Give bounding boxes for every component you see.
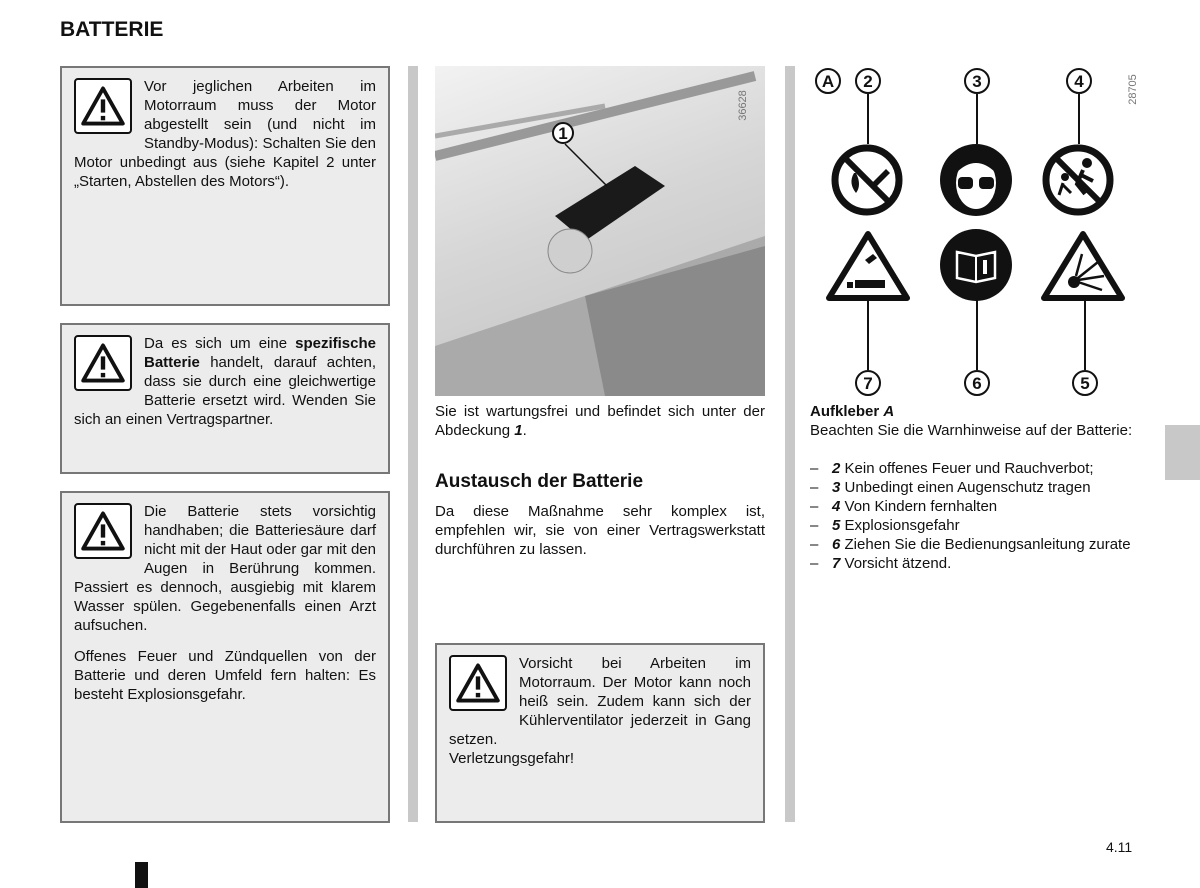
section-heading: Austausch der Batterie [435, 471, 644, 492]
list-item: – 4 Von Kindern fernhalten [810, 497, 1140, 516]
warning-text: Offenes Feuer und Zündquellen von der Batterie und deren Umfeld fern halten: Es besteht Explosionsgefahr. [74, 648, 376, 703]
figure-ref: 36628 [737, 90, 750, 121]
warning-box-specific-battery [60, 323, 390, 474]
warning-text: Die Batterie stets vorsichtig handhaben; die Batteriesäure darf nicht mit der Haut oder gar mit den Augen in Berührung kommen. Passiert es dennoch, ausgiebig mit klarem Wasser spülen. Gegebenenfalls einen Arzt aufsuchen. [74, 503, 376, 634]
callout-1: 1 [552, 122, 574, 144]
read-manual-icon [939, 228, 1013, 302]
warning-text: Vor jeglichen Arbeiten im Motorraum muss der Motor abgestellt sein (und nicht im Standby-Modus): Schalten Sie den Motor unbedingt aus (siehe Kapitel 2 unter „Starten, Abstellen des Motors“). [74, 78, 376, 190]
list-item: – 2 Kein offenes Feuer und Rauchverbot; [810, 459, 1140, 478]
label-5: 5 [1072, 370, 1098, 396]
warning-text: handelt, darauf achten, dass sie durch eine gleichwertige Batterie ersetzt wird. Wenden Sie sich an einen Vertragspartner. [74, 354, 376, 428]
battery-location-text: Sie ist wartungsfrei und befindet sich unter der Abdeckung 1. [435, 403, 765, 439]
eye-protection-icon [939, 143, 1013, 217]
label-3: 3 [964, 68, 990, 94]
list-item: – 3 Unbedingt einen Augenschutz tragen [810, 478, 1140, 497]
explosion-icon [1040, 230, 1126, 302]
column-divider [408, 66, 418, 822]
list-item: – 6 Ziehen Sie die Bedienungsanleitung zurate [810, 535, 1140, 554]
warning-box-acid [60, 491, 390, 823]
label-a: A [815, 68, 841, 94]
warning-icon [74, 335, 132, 391]
page-title: BATTERIE [60, 18, 164, 41]
warning-icon [74, 503, 132, 559]
no-fire-icon [830, 143, 904, 217]
sticker-heading: Aufkleber A [810, 403, 895, 420]
warning-icon [74, 78, 132, 134]
list-item: – 5 Explosionsgefahr [810, 516, 1140, 535]
warning-text: Da es sich um eine [144, 335, 296, 352]
label-6: 6 [964, 370, 990, 396]
replacement-text: Da diese Maßnahme sehr komplex ist, empfehlen wir, sie von einer Vertragswerkstatt durchführen zu lassen. [435, 503, 765, 558]
list-item: – 7 Vorsicht ätzend. [810, 554, 1140, 573]
sticker-intro: Beachten Sie die Warnhinweise auf der Batterie: [810, 422, 1133, 439]
margin-mark [135, 862, 148, 888]
warning-text: Verletzungsgefahr! [449, 750, 575, 767]
column-divider [785, 66, 795, 822]
sticker-warning-list [810, 459, 1140, 573]
figure-ref: 28705 [1126, 74, 1139, 105]
warning-box-engine-off [60, 66, 390, 306]
warning-text-bold: spezifische Batterie [144, 335, 376, 371]
corrosive-icon [825, 230, 911, 302]
page-number: 4.11 [1106, 839, 1133, 855]
engine-bay-photo [435, 66, 765, 396]
warning-box-hot-engine [435, 643, 765, 823]
keep-away-children-icon [1041, 143, 1115, 217]
warning-text: Vorsicht bei Arbeiten im Motorraum. Der Motor kann noch heiß sein. Zudem kann sich der Kühlerventilator jederzeit in Gang setzen. [449, 655, 751, 748]
label-4: 4 [1066, 68, 1092, 94]
chapter-tab [1165, 425, 1200, 480]
label-2: 2 [855, 68, 881, 94]
label-7: 7 [855, 370, 881, 396]
warning-icon [449, 655, 507, 711]
